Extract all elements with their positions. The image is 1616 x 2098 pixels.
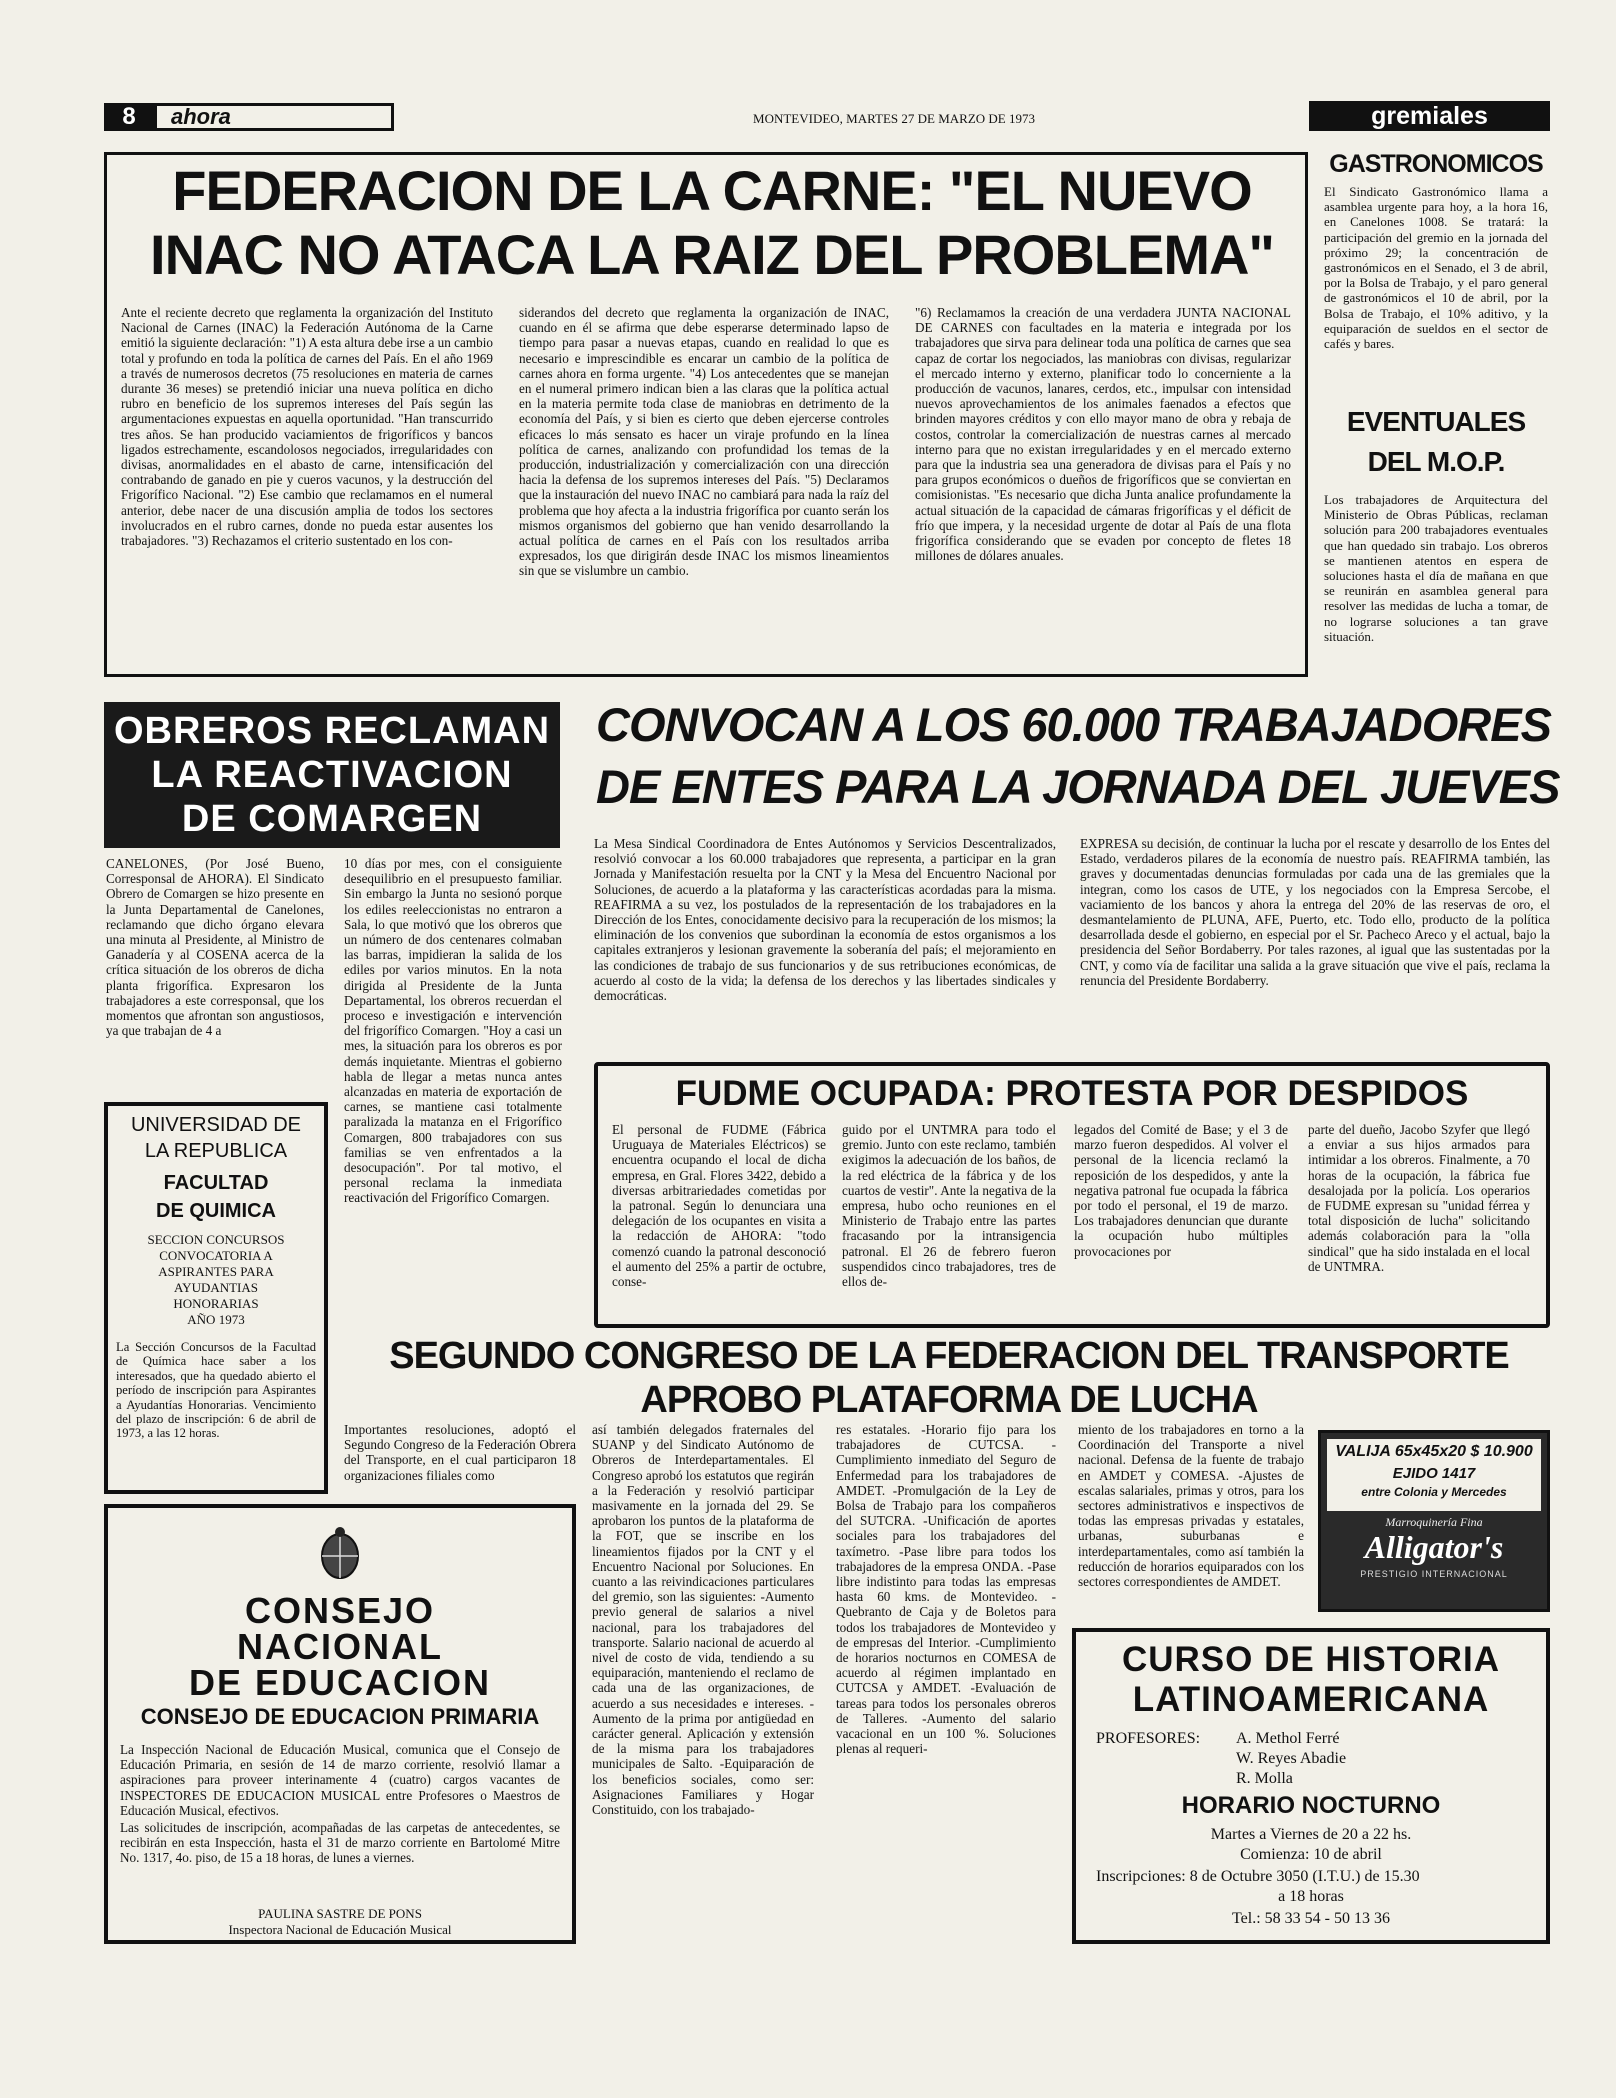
comargen-title-box [104,702,560,848]
alligators-line-4: Marroquinería Fina [1385,1515,1483,1529]
consejo-title-1: CONSEJO [244,1590,436,1631]
curso-tel: Tel.: 58 33 54 - 50 13 36 [1232,1910,1390,1927]
fudme-col-3: legados del Comité de Base; y el 3 de marzo fueron despedidos. Al volver el personal de la licencia reclamó la reposición de los despedidos, y ante la negativa patronal fue ocupada la fábrica por todo el personal, el 19 de marzo. Los trabajadores denuncian que durante la ocupación hubo múltiples provocaciones por [1074,1122,1288,1259]
consejo-title-3: DE EDUCACION [188,1662,491,1703]
transporte-col-3: res estatales. -Horario fijo para los trabajadores de CUTCSA. -Cumplimiento inmediato del Seguro de Enfermedad para los trabajadores de AMDET. -Promulgación de la Ley de Bolsa de Trabajo para los compañeros del SUTCRA. -Unificación de aportes sociales para los trabajadores del taxímetro. -Pase libre para todos los trabajadores de la empresa ONDA. -Pase libre indistinto para todas las empresas hasta 60 kms. de Montevideo. -Quebranto de Caja y de Boletos para todos los trabajadores de Montevideo y de empresas del Interior. -Cumplimiento de horarios nocturnos en COMESA de acuerdo al régimen implantado en CUTCSA y AMDET. -Evaluación de tareas para todos los personales obreros de Talleres. -Aumento del salario vacacional en un 100 %. Soluciones plenas al requeri- [836,1422,1056,1757]
curso-ad [1072,1628,1550,1944]
carne-col-3: "6) Reclamamos la creación de una verdadera JUNTA NACIONAL DE CARNES con facultades en la materia e integrada por los trabajadores que sirva para delinear toda una política de carnes que sea capaz de cortar los negociados, las maniobras con divisas, regularizar el mercado interno y externo, planificar todo lo concerniente a la producción de vacunos, lanares, cerdos, etc., impulsar con intensidad nuevos aprovechamientos de los animales faenados a efectos que brinden mayores créditos y con ello mayor mano de obra y rebaja de costos, controlar la comercialización de nuestras carnes al mercado interno para que no existan irregularidades y en el mercado externo para que la industria sea una generadora de divisas para el País y no para grupos económicos o dueños de frigoríficos que se conviertan en comisionistas. "Es necesario que dicha Junta analice profundamente la actual situación de la capacidad de cámaras frigoríficas y el déficit de frío que impera, y la necesidad urgente de dotar al País de una flota frigorífica considerando que se evaden por concepto de fletes 18 millones de dólares anuales. [915,305,1291,564]
mop-body: Los trabajadores de Arquitectura del Ministerio de Obras Públicas, reclaman solución para 200 trabajadores eventuales que han quedado sin trabajo. Los obreros se mantienen atentos en espera de soluciones hasta el día de mañana en que se reunirán en asamblea general para resolver las medidas de lucha a tomar, de no lograrse soluciones a tan grave situación. [1324,492,1548,644]
dateline: MONTEVIDEO, MARTES 27 DE MARZO DE 1973 [753,111,1035,126]
fudme-col-1: El personal de FUDME (Fábrica Uruguaya de Materiales Eléctricos) se encuentra ocupando el local de dicha empresa, en Gral. Flores 3422, debido a diversas arbitrariedades cometidas por la patronal. Según lo denunciara una delegación de los ocupantes en visita a la redacción de AHORA: "todo comenzó cuando la patronal desconoció el aumento del 25% a partir de octubre, conse- [612,1122,826,1290]
universidad-line-2: LA REPUBLICA [144,1140,288,1162]
curso-inscripciones: Inscripciones: 8 de Octubre 3050 (I.T.U.) de 15.30 [1096,1868,1420,1885]
alligators-line-1: VALIJA 65x45x20 $ 10.900 [1335,1443,1533,1460]
comargen-title-2: LA REACTIVACION [151,754,513,796]
consejo-subtitle: CONSEJO DE EDUCACION PRIMARIA [140,1704,540,1729]
coat-of-arms-icon [314,1526,366,1584]
comargen-title-3: DE COMARGEN [181,798,483,840]
consejo-title-2: NACIONAL [237,1626,443,1667]
curso-title-2: LATINOAMERICANA [1132,1680,1490,1719]
universidad-line-6: CONVOCATORIA A [159,1248,273,1263]
universidad-line-7: ASPIRANTES PARA [158,1264,274,1279]
universidad-line-1: UNIVERSIDAD DE [130,1114,302,1136]
consejo-signature: PAULINA SASTRE DE PONS [258,1906,422,1921]
transporte-col-2: así también delegados fraternales del SUANP y del Sindicato Autónomo de Obreros de Interdepartamentales. El Congreso aprobó los estatutos que regirán a la Federación y resolvió participar masivamente en la jornada del 29. Se aprobaron los puntos de la plataforma de la FOT, que se inscribe en los lineamientos fijados por la CNT y el Encuentro Nacional por Soluciones. En cuanto a las reivindicaciones particulares del gremio, son las siguientes: -Aumento previo general de salarios a nivel nacional, para los trabajadores del transporte. Salario nacional de acuerdo al nivel de costo de vida, tendiendo a su equiparación, manteniendo el reclamo de cada una de las organizaciones, de acuerdo a sus necesidades e intereses. -Aumento de la prima por antigüedad en carácter general. Aplicación y extensión de la misma para los trabajadores municipales de Salto. -Equiparación de los beneficios sociales, como ser: Asignaciones Familiares y Hogar Constituido, con los trabajado- [592,1422,814,1818]
alligators-brand: Alligator's [1364,1529,1504,1565]
fudme-headline: FUDME OCUPADA: PROTESTA POR DESPIDOS [675,1074,1469,1113]
page-number: 8 [104,103,154,131]
transporte-headline-1: SEGUNDO CONGRESO DE LA FEDERACION DEL TRANSPORTE [389,1335,1509,1377]
consejo-body-2: Las solicitudes de inscripción, acompañadas de las carpetas de antecedentes, se recibirán en esta Inspección, hasta el 31 de marzo corriente en Bartolomé Mitre No. 1317, 4o. piso, de 15 a 18 horas, de lunes a viernes. [120,1820,560,1866]
entes-headline-1: CONVOCAN A LOS 60.000 TRABAJADORES [596,698,1551,751]
curso-horario: HORARIO NOCTURNO [1181,1792,1441,1819]
transporte-col-1: Importantes resoluciones, adoptó el Segundo Congreso de la Federación Obrera del Transporte, en el cual participaron 18 organizaciones filiales como [344,1422,576,1483]
curso-dias: Martes a Viernes de 20 a 22 hs. [1210,1826,1412,1843]
curso-comienzo: Comienza: 10 de abril [1240,1846,1382,1863]
universidad-ad [104,1102,328,1494]
entes-col-1: La Mesa Sindical Coordinadora de Entes Autónomos y Servicios Descentralizados, resolvió convocar a los 60.000 trabajadores que representa, a participar en la gran Jornada y Manifestación resuelta por la CNT y la Mesa del Encuentro Nacional por Soluciones, de acuerdo a la plataforma y las características acordadas para la misma. REAFIRMA a su vez, los postulados de la representación de los trabajadores en la Dirección de los Entes, conocidamente decisivo para la recuperación de los mismos; la eliminación de los convenios que subordinan la economía de estos organismos a los capitales extranjeros y lesionan gravemente la soberanía del país; el mejoramiento en las condiciones de trabajo de sus funcionarios y de sus retribuciones económicas, de acuerdo al costo de la vida; la defensa de los derechos y las libertades sindicales y democráticas. [594,836,1056,1004]
transporte-headline-2: APROBO PLATAFORMA DE LUCHA [640,1379,1258,1421]
consejo-ad [104,1504,576,1944]
universidad-line-10: AÑO 1973 [187,1312,245,1327]
curso-prof-2: W. Reyes Abadie [1236,1750,1347,1767]
universidad-body: La Sección Concursos de la Facultad de Química hace saber a los interesados, que ha quedado abierto el período de inscripción para Aspirantes a Ayudantías Honorarias. Vencimiento del plazo de inscripción: 6 de abril de 1973, a las 12 horas. [116,1340,316,1441]
fudme-col-2: guido por el UNTMRA para todo el gremio. Junto con este reclamo, también exigimos la adecuación de los baños, de la red eléctrica de la fábrica y de los cuartos de vestir". Ante la negativa de la empresa, hubo ocho reuniones en el Ministerio de Trabajo entre las partes fracasando por la intransigencia patronal. El 26 de febrero fueron suspendidos cinco trabajadores, tres de ellos de- [842,1122,1056,1290]
curso-hora: a 18 horas [1278,1888,1344,1905]
universidad-line-8: AYUDANTIAS [173,1280,259,1295]
gastronomicos-body: El Sindicato Gastronómico llama a asamblea urgente para hoy, a la hora 16, en Canelones 1008. Se tratará: la participación del gremio en la jornada del próximo 29; la concentración de gastronómicos en el Senado, el 3 de abril, por la Bolsa de Trabajo, y el paro general de gastronómicos el 10 de abril, por la Bolsa de Trabajo, el 10% aditivo, y la equiparación de sueldos en el sector de cafés y bares. [1324,184,1548,352]
universidad-line-3: FACULTAD [163,1172,269,1194]
curso-profesores-label: PROFESORES: [1096,1730,1201,1747]
carne-article [104,152,1308,677]
universidad-line-9: HONORARIAS [173,1296,259,1311]
mop-title-2: DEL M.O.P. [1367,446,1505,477]
comargen-title-1: OBREROS RECLAMAN [113,710,551,752]
section-label-left: ahora [154,103,394,131]
curso-prof-3: R. Molla [1236,1770,1293,1787]
carne-headline-1: FEDERACION DE LA CARNE: "EL NUEVO [172,159,1252,222]
alligators-ad [1318,1430,1550,1612]
entes-headline-2: DE ENTES PARA LA JORNADA DEL JUEVES [596,760,1560,813]
consejo-body-1: La Inspección Nacional de Educación Musical, comunica que el Consejo de Educación Primaria, en sesión de 14 de marzo corriente, resolvió llamar a aspiraciones para proveer interinamente 4 (cuatro) cargos vacantes de INSPECTORES DE EDUCACION MUSICAL entre Profesores o Maestros de Educación Musical, efectivos. [120,1742,560,1818]
universidad-line-4: DE QUIMICA [156,1200,276,1222]
alligators-line-3: entre Colonia y Mercedes [1361,1485,1507,1499]
section-label-right: gremiales [1309,101,1550,131]
universidad-line-5: SECCION CONCURSOS [147,1232,285,1247]
carne-col-1: Ante el reciente decreto que reglamenta la organización del Instituto Nacional de Carnes (INAC) la Federación Autónoma de la Carne emitió la siguiente declaración: "1) A esta altura debe irse a un cambio total y profundo en toda la política de carnes del País. En el año 1969 a través de numerosos decretos (75 resoluciones en materia de carnes durante 36 meses) se pretendió iniciar una nueva política en dicho rubro en beneficio de los supremos intereses del País según las argumentaciones expuestas en aquella oportunidad. "Han transcurrido tres años. Se han producido vaciamientos de frigoríficos y bancos ligados estrechamente, escandolosos negociados, irregularidades con divisas, anormalidades en el abasto de carne, intensificación del contrabando de ganado en pie y cueros vacunos, y la destrucción del Frigorífico Nacional. "2) Ese cambio que reclamamos en el numeral anterior, debe nacer de una discusión amplia de todos los sectores involucrados en el rubro carnes, donde no pueda estar ausentes los trabajadores. "3) Rechazamos el criterio sustentado en los con- [121,305,493,549]
entes-col-2: EXPRESA su decisión, de continuar la lucha por el rescate y desarrollo de los Entes del Estado, verdaderos pilares de la economía de nuestro país. REAFIRMA también, las graves y documentadas denuncias formuladas por cada una de las gremiales que la integran, como los casos de UTE, y los negociados con la Empresa Sercobe, el vaciamiento de los bancos y ahora la entrega del 20% de las reservas de oro, el desmantelamiento de PLUNA, AFE, Puerto, etc. Todo ello, producto de la política desarrollada desde el gobierno, en especial por el Sr. Pacheco Areco y el actual, bajo la presidencia del Señor Bordaberry. Por tales razones, al igual que las sustentadas por la CNT, y como vía de facilitar una salida a la grave situación que vive el país, reclama la renuncia del Presidente Bordaberry. [1080,836,1550,988]
consejo-signature-title: Inspectora Nacional de Educación Musical [228,1922,452,1937]
alligators-line-5: PRESTIGIO INTERNACIONAL [1360,1569,1508,1579]
comargen-col-1: CANELONES, (Por José Bueno, Corresponsal de AHORA). El Sindicato Obrero de Comargen se hizo presente en la Junta Departamental de Canelones, reclamando que dicho órgano elevara una minuta al Presidente, al Ministro de Ganadería y al COSENA acerca de la crítica situación de los obreros de dicha planta frigorífica. Expresaron los trabajadores a este corresponsal, que los momentos que afrontan son angustiosos, ya que trabajan de 4 a [106,856,324,1039]
carne-headline-2: INAC NO ATACA LA RAIZ DEL PROBLEMA" [150,223,1274,286]
transporte-col-4: miento de los trabajadores en torno a la Coordinación del Transporte a nivel nacional. Defensa de la fuente de trabajo en AMDET y COMESA. -Ajustes de escalas salariales, primas y otros, para los sectores administrativos e inspectivos de todas las empresas privadas y estatales, urbanas, suburbanas e interdepartamentales, como así también la reducción de horarios equiparados con los sectores correspondientes de AMDET. [1078,1422,1304,1590]
gastronomicos-title: GASTRONOMICOS [1329,150,1543,178]
fudme-article [594,1062,1550,1328]
comargen-col-2: 10 días por mes, con el consiguiente desequilibrio en el presupuesto familiar. Sin embargo la Junta no sesionó porque los ediles reeleccionistas no entraron a Sala, lo que motivó que los obreros que un número de dos centenares colmaban las barras, impidieran la salida de los ediles por varios minutos. En la nota dirigida al Presidente de la Junta Departamental, los obreros recuerdan el proceso e investigación e intervención del frigorífico Comargen. "Hoy a casi un mes, la situación para los obreros es por demás inquietante. Mientras el gobierno habla de llegar a metas nunca antes alcanzadas en materia de exportación de carnes, se mantiene casi totalmente paralizada la matanza en el Frigorífico Comargen, 800 trabajadores con sus familias se ven enfrentados a la desocupación". Por tal motivo, el personal reclama la inmediata reactivación del Frigorífico Comargen. [344,856,562,1206]
carne-col-2: siderandos del decreto que reglamenta la organización de INAC, cuando en él se afirma que debe esperarse determinado lapso de tiempo para pasar a nuevas etapas, cuando en realidad lo que es necesario e imprescindible es encarar un cambio de la política de carnes ahora en forma urgente. "4) Los antecedentes que se manejan en el numeral primero indican bien a las claras que la política actual en la materia permite toda clase de maniobras en detrimento de la economía del País, y si bien es cierto que deben ejercerse controles eficaces lo más sensato es hacer un viraje profundo en la línea política de carnes, analizando con profundidad los temas de la producción, industrialización y comercialización con una dirección hacia la defensa de los supremos intereses del País. "5) Declaramos que la instauración del nuevo INAC no cambiará para nada la raíz del problema que hoy afecta a la industria frigorífica por cuanto serán los mismos organismos del gobierno que han venido desarrollando la actual política de carnes en el País con los resultados arriba expresados, los que dirigirán desde INAC los mismos lineamientos sin que se vislumbre un cambio. [519,305,889,579]
fudme-col-4: parte del dueño, Jacobo Szyfer que llegó a enviar a sus hijos armados para intimidar a los obreros. Finalmente, a 70 horas de la ocupación, la fábrica fue desalojada por la policía. Los operarios de FUDME expresan su "unidad férrea y total disposición de lucha" solicitando además colaboración para la "olla sindical" que ha sido instalada en el local de UNTMRA. [1308,1122,1530,1274]
curso-title-1: CURSO DE HISTORIA [1121,1640,1501,1679]
masthead [104,103,1550,133]
mop-title-1: EVENTUALES [1346,406,1526,437]
curso-prof-1: A. Methol Ferré [1236,1730,1340,1747]
alligators-line-2: EJIDO 1417 [1392,1465,1476,1482]
gastronomicos-article [1322,144,1550,694]
